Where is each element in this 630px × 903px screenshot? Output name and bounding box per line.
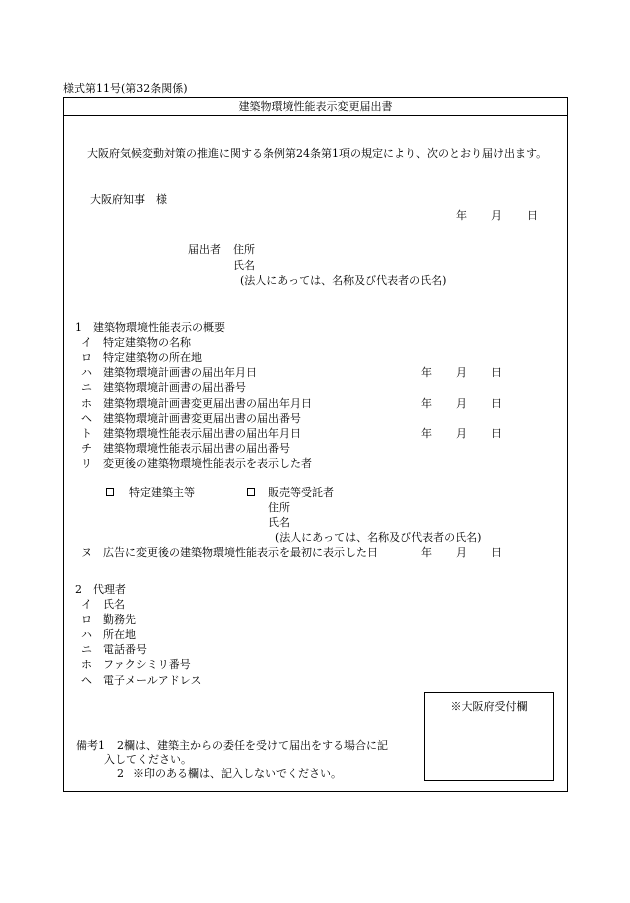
s1-mark-nu: ヌ bbox=[81, 546, 92, 559]
form-number: 様式第11号(第32条関係) bbox=[63, 82, 188, 95]
addressee: 大阪府知事 様 bbox=[90, 193, 167, 206]
notifier-label: 届出者 bbox=[188, 243, 221, 256]
s2-text-ro: 勤務先 bbox=[103, 613, 136, 626]
s1-nu-month: 月 bbox=[456, 546, 467, 559]
s1-mark-ri: リ bbox=[81, 457, 92, 470]
s2-text-he: 電子メールアドレス bbox=[103, 674, 202, 687]
intro-text: 大阪府気候変動対策の推進に関する条例第24条第1項の規定により、次のとおり届け出ます。 bbox=[87, 147, 548, 160]
date-month: 月 bbox=[491, 209, 502, 222]
notifier-name: 氏名 bbox=[233, 259, 255, 272]
s1-ha-month: 月 bbox=[456, 366, 467, 379]
remarks-note1-line2: 入してください。 bbox=[104, 753, 192, 766]
s1-mark-ni: ニ bbox=[81, 381, 92, 394]
form-title: 建築物環境性能表示変更届出書 bbox=[238, 100, 393, 113]
s2-text-i: 氏名 bbox=[103, 598, 125, 611]
notifier-address: 住所 bbox=[233, 243, 255, 256]
s1-nu-year: 年 bbox=[421, 546, 432, 559]
date-day: 日 bbox=[527, 209, 538, 222]
s1-text-to: 建築物環境性能表示届出書の届出年月日 bbox=[103, 427, 301, 440]
s1-mark-he: ヘ bbox=[81, 412, 92, 425]
remarks-label: 備考1 bbox=[76, 739, 105, 752]
checkbox-specific-builder[interactable] bbox=[106, 488, 114, 496]
reception-box bbox=[424, 692, 554, 781]
title-divider bbox=[64, 115, 567, 116]
s1-mark-ro: ロ bbox=[81, 351, 92, 364]
s1-text-ha: 建築物環境計画書の届出年月日 bbox=[103, 366, 257, 379]
option-sales-agent: 販売等受託者 bbox=[268, 486, 334, 499]
s1-text-nu: 広告に変更後の建築物環境性能表示を最初に表示した日 bbox=[103, 546, 378, 559]
notifier-corp-note: (法人にあっては、名称及び代表者の氏名) bbox=[240, 274, 447, 287]
agent-name: 氏名 bbox=[268, 516, 290, 529]
remarks-note2-num: 2 bbox=[117, 767, 124, 780]
s2-mark-ha: ハ bbox=[81, 628, 92, 641]
s1-mark-ha: ハ bbox=[81, 366, 92, 379]
s2-text-ni: 電話番号 bbox=[103, 643, 147, 656]
s2-text-ha: 所在地 bbox=[103, 628, 136, 641]
reception-label: ※大阪府受付欄 bbox=[450, 700, 528, 713]
section2-heading: 2 代理者 bbox=[75, 583, 126, 596]
s1-text-ri: 変更後の建築物環境性能表示を表示した者 bbox=[103, 457, 312, 470]
s1-nu-day: 日 bbox=[491, 546, 502, 559]
s1-to-year: 年 bbox=[421, 427, 432, 440]
s1-mark-i: イ bbox=[81, 336, 92, 349]
s1-text-he: 建築物環境計画書変更届出書の届出番号 bbox=[103, 412, 301, 425]
s1-text-ho: 建築物環境計画書変更届出書の届出年月日 bbox=[103, 397, 312, 410]
s2-mark-ro: ロ bbox=[81, 613, 92, 626]
s2-mark-i: イ bbox=[81, 598, 92, 611]
s1-text-chi: 建築物環境性能表示届出書の届出番号 bbox=[103, 442, 290, 455]
s1-text-i: 特定建築物の名称 bbox=[103, 336, 191, 349]
s1-mark-chi: チ bbox=[81, 442, 92, 455]
s1-text-ro: 特定建築物の所在地 bbox=[103, 351, 202, 364]
s2-text-ho: ファクシミリ番号 bbox=[103, 658, 191, 671]
agent-corp-note: (法人にあっては、名称及び代表者の氏名) bbox=[275, 531, 482, 544]
remarks-note1-line1: 2欄は、建築主からの委任を受けて届出をする場合に記 bbox=[117, 739, 388, 752]
option-specific-builder: 特定建築主等 bbox=[129, 486, 195, 499]
s1-ho-day: 日 bbox=[491, 397, 502, 410]
s1-text-ni: 建築物環境計画書の届出番号 bbox=[103, 381, 246, 394]
remarks-note2: ※印のある欄は、記入しないでください。 bbox=[133, 767, 342, 780]
s1-ha-year: 年 bbox=[421, 366, 432, 379]
s1-mark-ho: ホ bbox=[81, 397, 92, 410]
s2-mark-ho: ホ bbox=[81, 658, 92, 671]
checkbox-sales-agent[interactable] bbox=[247, 488, 255, 496]
s2-mark-ni: ニ bbox=[81, 643, 92, 656]
s1-to-day: 日 bbox=[491, 427, 502, 440]
s1-mark-to: ト bbox=[81, 427, 92, 440]
s1-ho-year: 年 bbox=[421, 397, 432, 410]
s2-mark-he: ヘ bbox=[81, 674, 92, 687]
date-year: 年 bbox=[456, 209, 467, 222]
s1-to-month: 月 bbox=[456, 427, 467, 440]
section1-heading: 1 建築物環境性能表示の概要 bbox=[75, 321, 225, 334]
s1-ho-month: 月 bbox=[456, 397, 467, 410]
s1-ha-day: 日 bbox=[491, 366, 502, 379]
agent-address: 住所 bbox=[268, 501, 290, 514]
